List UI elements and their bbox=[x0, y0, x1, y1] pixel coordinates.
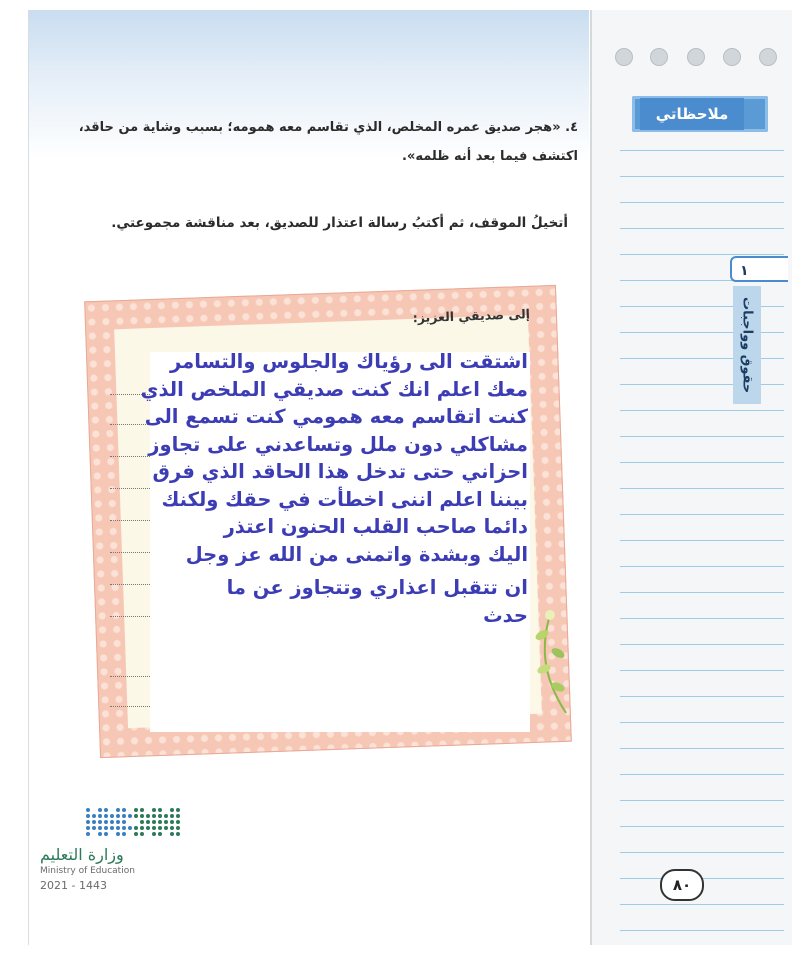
letter-line: كنت اتقاسم معه همومي كنت تسمع الى bbox=[144, 405, 528, 428]
logo-dot bbox=[152, 820, 156, 824]
logo-dot bbox=[92, 814, 96, 818]
letter-line: مشاكلي دون ملل وتساعدني على تجاوز bbox=[148, 432, 528, 456]
writing-line bbox=[110, 706, 150, 707]
writing-line bbox=[110, 520, 150, 521]
ruled-line bbox=[620, 462, 784, 463]
logo-dot bbox=[86, 826, 90, 830]
logo-dot bbox=[116, 826, 120, 830]
logo-dot bbox=[122, 826, 126, 830]
logo-dot bbox=[86, 814, 90, 818]
logo-dot bbox=[158, 832, 162, 836]
logo-dot bbox=[164, 814, 168, 818]
logo-dot bbox=[134, 814, 138, 818]
logo-dot bbox=[176, 808, 180, 812]
logo-dot bbox=[128, 814, 132, 818]
notes-sidebar bbox=[590, 10, 792, 945]
logo-dot bbox=[152, 826, 156, 830]
logo-dot bbox=[98, 814, 102, 818]
ruled-line bbox=[620, 670, 784, 671]
logo-dot bbox=[140, 820, 144, 824]
logo-dot bbox=[140, 808, 144, 812]
ruled-line bbox=[620, 436, 784, 437]
page-number: ٨٠ bbox=[660, 869, 704, 901]
ruled-line bbox=[620, 618, 784, 619]
unit-number-tab: ١ bbox=[730, 256, 788, 282]
logo-dot bbox=[116, 820, 120, 824]
logo-dot bbox=[86, 832, 90, 836]
logo-dot bbox=[122, 808, 126, 812]
logo-dot bbox=[158, 808, 162, 812]
logo-dot bbox=[116, 832, 120, 836]
logo-dot bbox=[176, 820, 180, 824]
ministry-name-ar: وزارة التعليم bbox=[40, 845, 124, 864]
question-4-line2: اكتشف فيما بعد أنه ظلمه». bbox=[402, 149, 578, 164]
binder-hole bbox=[723, 48, 741, 66]
floral-ornament bbox=[528, 595, 570, 715]
logo-dot bbox=[128, 826, 132, 830]
writing-line bbox=[110, 616, 150, 617]
ruled-line bbox=[620, 852, 784, 853]
logo-dot bbox=[164, 820, 168, 824]
logo-dot bbox=[134, 832, 138, 836]
logo-dot bbox=[164, 826, 168, 830]
logo-dot bbox=[86, 808, 90, 812]
unit-title-tab bbox=[733, 286, 761, 404]
logo-dot bbox=[122, 832, 126, 836]
logo-dot bbox=[176, 814, 180, 818]
logo-dot bbox=[146, 826, 150, 830]
logo-dot bbox=[122, 814, 126, 818]
writing-line bbox=[110, 676, 150, 677]
logo-dot bbox=[158, 820, 162, 824]
ruled-line bbox=[620, 176, 784, 177]
logo-dot bbox=[98, 808, 102, 812]
logo-dot bbox=[170, 820, 174, 824]
letter-line: بيننا اعلم اننى اخطأت في حقك ولكنك bbox=[161, 487, 528, 511]
letter-line: اليك وبشدة واتمنى من الله عز وجل bbox=[185, 542, 528, 566]
logo-dot bbox=[104, 814, 108, 818]
ruled-line bbox=[620, 566, 784, 567]
logo-dot bbox=[170, 826, 174, 830]
ruled-line bbox=[620, 904, 784, 905]
logo-dot bbox=[146, 820, 150, 824]
logo-dot bbox=[86, 820, 90, 824]
logo-dot bbox=[176, 826, 180, 830]
letter-line: ان تتقبل اعذاري وتتجاوز عن ما bbox=[226, 576, 528, 599]
logo-dot bbox=[92, 820, 96, 824]
ministry-year: 2021 - 1443 bbox=[40, 879, 107, 892]
logo-dot bbox=[170, 814, 174, 818]
binder-hole bbox=[759, 48, 777, 66]
logo-dot bbox=[110, 826, 114, 830]
letter-greeting: إلى صديقي العزيز: bbox=[412, 306, 531, 326]
ruled-line bbox=[620, 254, 784, 255]
logo-dot bbox=[110, 814, 114, 818]
ruled-line bbox=[620, 748, 784, 749]
letter-line: حدث bbox=[483, 603, 528, 627]
logo-dot bbox=[170, 832, 174, 836]
ruled-line bbox=[620, 410, 784, 411]
ruled-line bbox=[620, 488, 784, 489]
logo-dot bbox=[122, 820, 126, 824]
logo-dot bbox=[158, 814, 162, 818]
ruled-line bbox=[620, 540, 784, 541]
logo-dot bbox=[152, 814, 156, 818]
logo-dot bbox=[176, 832, 180, 836]
logo-dot bbox=[98, 820, 102, 824]
ruled-line bbox=[620, 228, 784, 229]
question-4-line1: ٤. «هجر صديق عمره المخلص، الذي تقاسم معه همومه؛ بسبب وشاية من حاقد، bbox=[78, 120, 578, 135]
logo-dot bbox=[98, 826, 102, 830]
letter-line: احزاني حتى تدخل هذا الحاقد الذي فرق bbox=[152, 460, 528, 483]
logo-dot bbox=[134, 808, 138, 812]
writing-line bbox=[110, 552, 150, 553]
ruled-line bbox=[620, 774, 784, 775]
logo-dot bbox=[158, 826, 162, 830]
logo-dot bbox=[140, 832, 144, 836]
ruled-line bbox=[620, 592, 784, 593]
binder-hole bbox=[650, 48, 668, 66]
logo-dot bbox=[104, 832, 108, 836]
ruled-line bbox=[620, 800, 784, 801]
logo-dot bbox=[104, 808, 108, 812]
instruction-text: أتخيلُ الموقف، ثم أكتبُ رسالة اعتذار للصديق، بعد مناقشة مجموعتي. bbox=[111, 215, 568, 231]
letter-answer-text[interactable] bbox=[140, 348, 528, 629]
writing-line bbox=[110, 488, 150, 489]
notes-label: ملاحظاتي bbox=[640, 98, 744, 130]
ruled-line bbox=[620, 644, 784, 645]
ruled-line bbox=[620, 722, 784, 723]
binder-hole bbox=[615, 48, 633, 66]
ruled-line bbox=[620, 514, 784, 515]
ruled-line bbox=[620, 150, 784, 151]
logo-dot bbox=[116, 808, 120, 812]
ruled-line bbox=[620, 696, 784, 697]
writing-line bbox=[110, 456, 150, 457]
ruled-line bbox=[620, 930, 784, 931]
logo-dot bbox=[140, 826, 144, 830]
ruled-line bbox=[620, 826, 784, 827]
logo-dot bbox=[98, 832, 102, 836]
logo-dot bbox=[134, 826, 138, 830]
logo-dot bbox=[140, 814, 144, 818]
unit-title: حقوق وواجبات bbox=[739, 296, 755, 394]
logo-dot bbox=[116, 814, 120, 818]
question-4 bbox=[40, 113, 578, 171]
logo-dot bbox=[146, 814, 150, 818]
ruled-line bbox=[620, 202, 784, 203]
logo-dot bbox=[152, 808, 156, 812]
logo-dot bbox=[104, 826, 108, 830]
writing-line bbox=[110, 584, 150, 585]
logo-dot bbox=[104, 820, 108, 824]
letter-line: دائما صاحب القلب الحنون اعتذر bbox=[223, 515, 528, 538]
logo-dot bbox=[152, 832, 156, 836]
letter-line: اشتقت الى رؤياك والجلوس والتسامر bbox=[170, 350, 528, 373]
letter-line: معك اعلم انك كنت صديقي الملخص الذي bbox=[140, 377, 528, 401]
ministry-name-en: Ministry of Education bbox=[40, 866, 135, 876]
logo-dot bbox=[170, 808, 174, 812]
logo-dot bbox=[92, 826, 96, 830]
logo-dot bbox=[110, 820, 114, 824]
binder-hole bbox=[687, 48, 705, 66]
